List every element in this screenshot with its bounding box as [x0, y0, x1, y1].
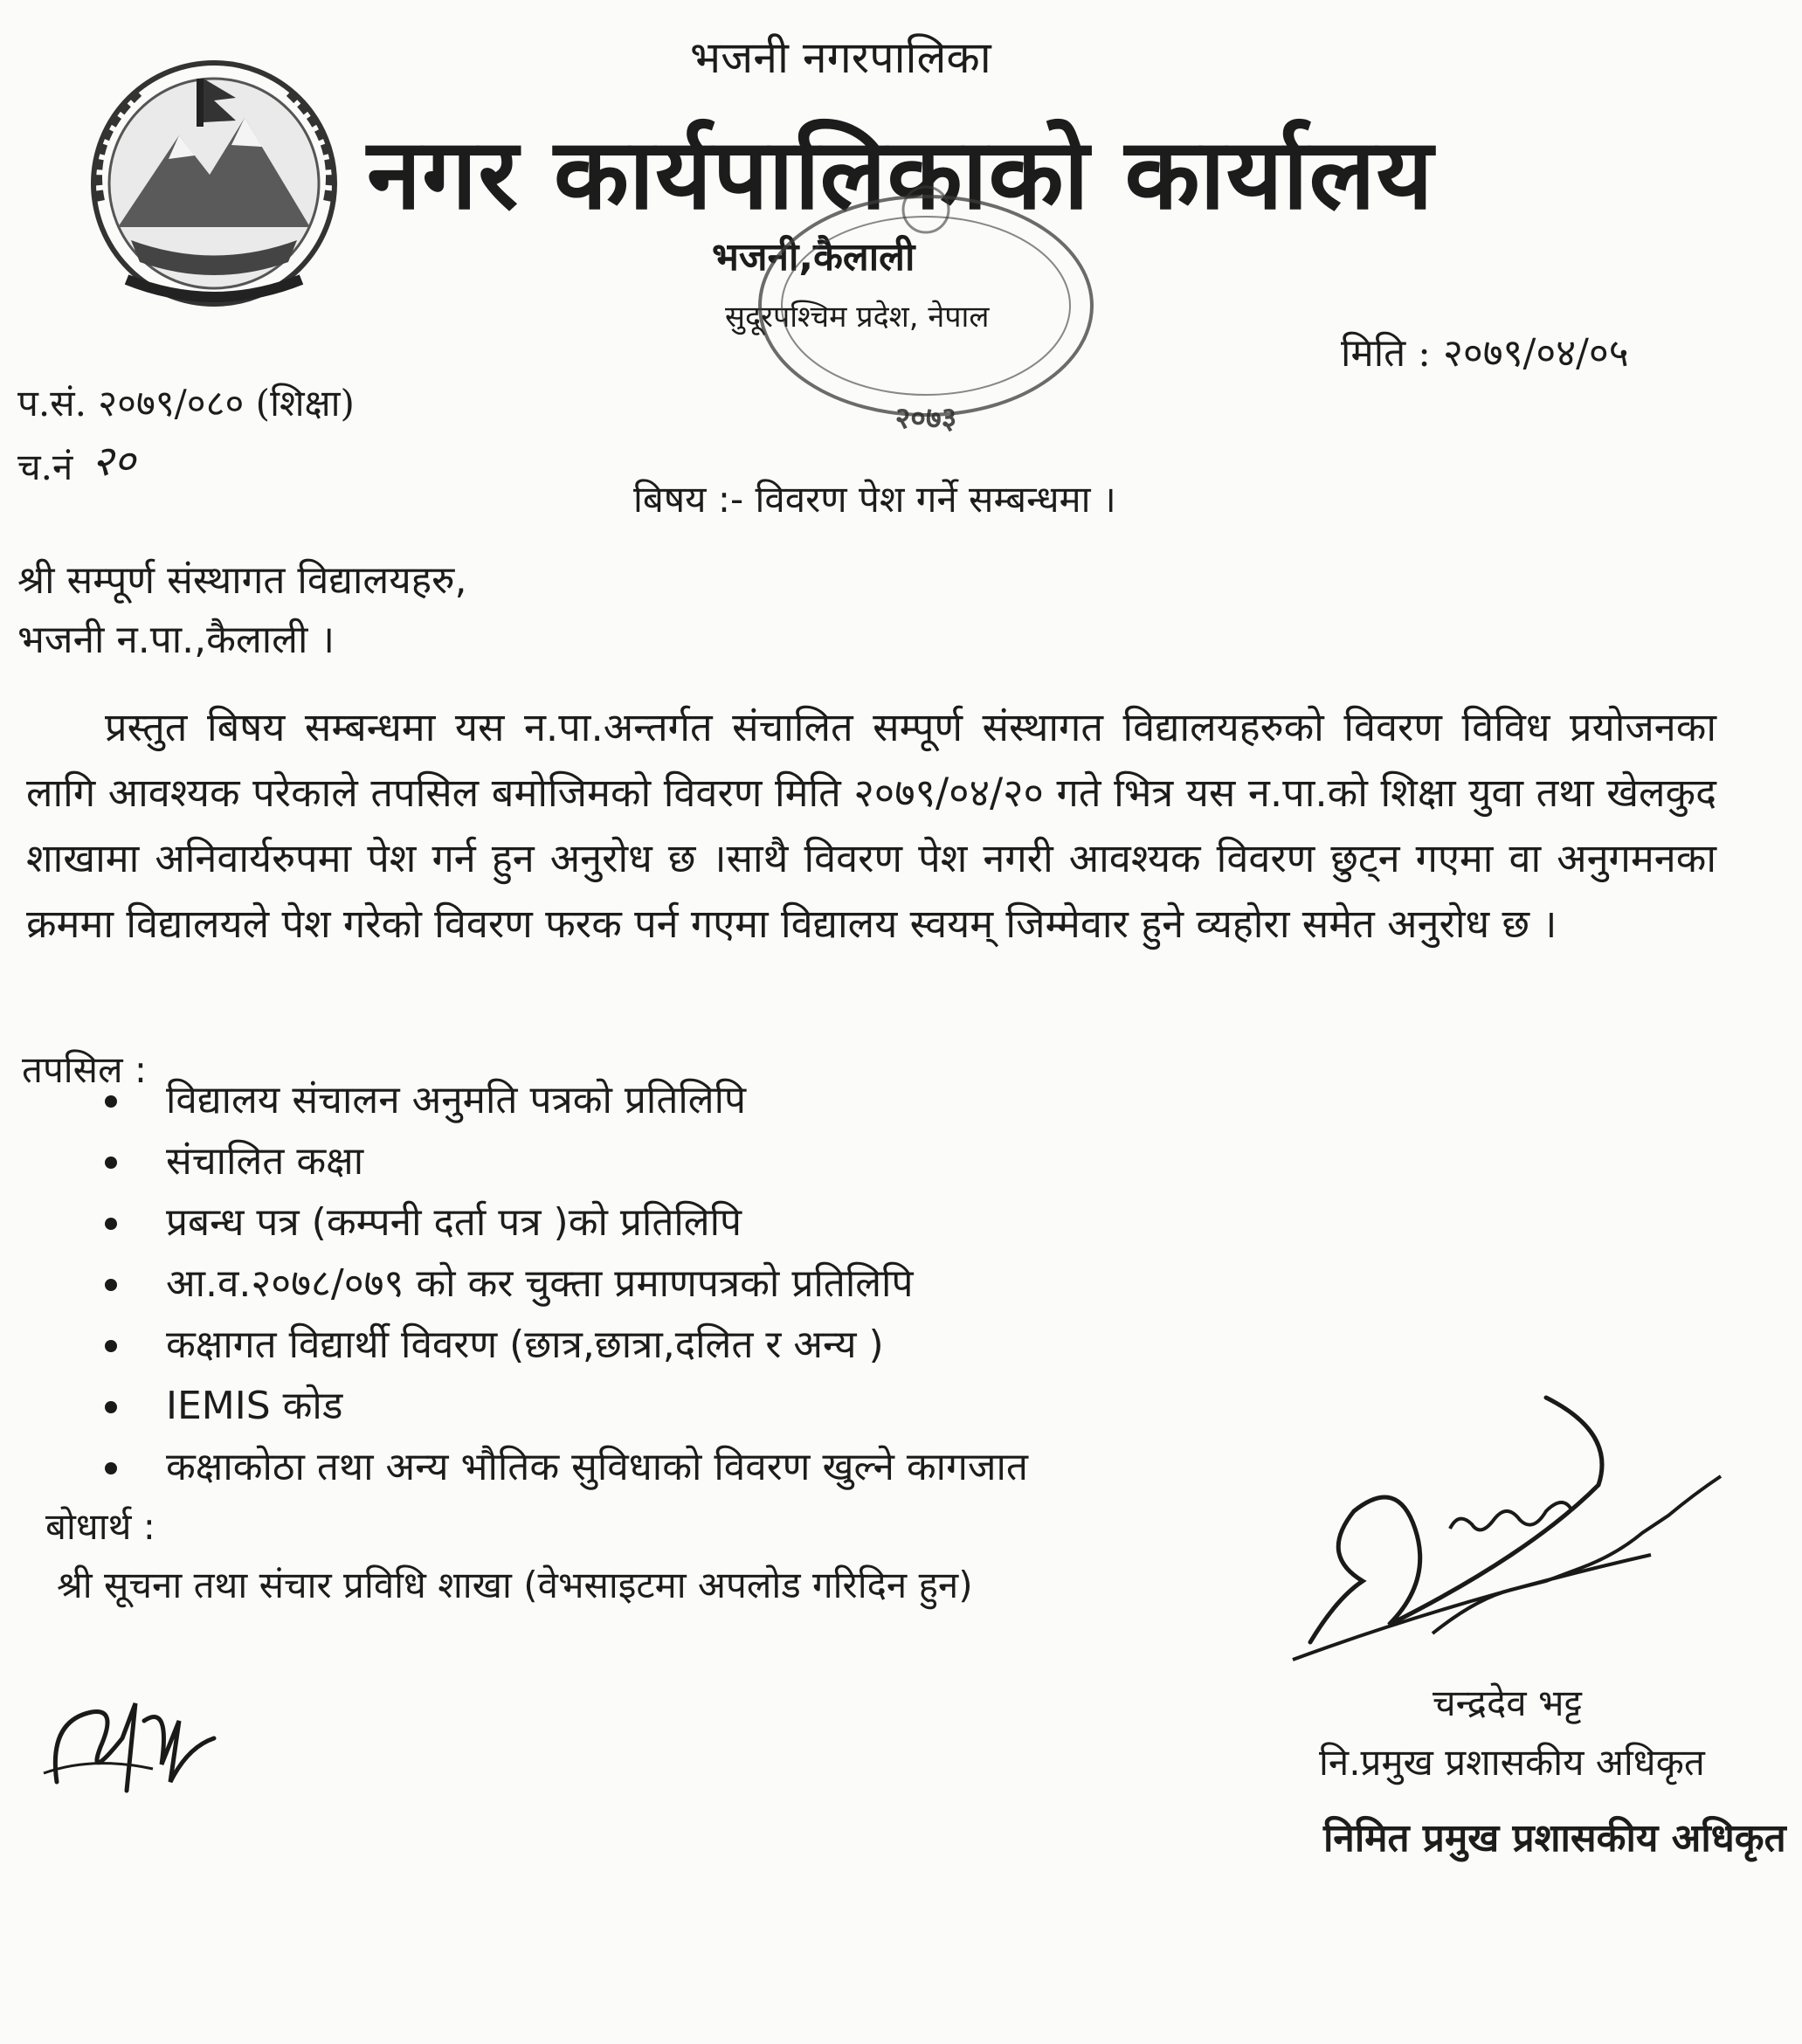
bullet-icon	[105, 1157, 117, 1169]
dispatch-number: २०	[92, 437, 135, 486]
list-item: प्रबन्ध पत्र (कम्पनी दर्ता पत्र )को प्रतिलिपि	[103, 1192, 1326, 1253]
nepal-emblem-icon	[66, 52, 362, 314]
bullet-icon	[105, 1340, 117, 1352]
annex-list	[103, 1070, 1326, 1498]
initials-signature	[39, 1686, 223, 1808]
bullet-icon	[105, 1279, 117, 1291]
reference-number: प.सं. २०७९/०८० (शिक्षा)	[17, 382, 355, 425]
signatory-seal: निमित प्रमुख प्रशासकीय अधिकृत	[1323, 1816, 1786, 1861]
body-paragraph: प्रस्तुत बिषय सम्बन्धमा यस न.पा.अन्तर्गत संचालित सम्पूर्ण संस्थागत विद्यालयहरुको विवरण विविध प्रयोजनका लागि आवश्यक परेकाले तपसिल बमोजिमको विवरण मिति २०७९/०४/२० गते भित्र यस न.पा.को शिक्षा युवा तथा खेलकुद शाखामा अनिवार्यरुपमा पेश गर्न हुन अनुरोध छ ।साथै विवरण पेश नगरी आवश्यक विवरण छुट्न गएमा वा अनुगमनका क्रममा विद्यालयले पेश गरेको विवरण फरक पर्न गएमा विद्यालय स्वयम् जिम्मेवार हुने व्यहोरा समेत अनुरोध छ ।	[26, 704, 1716, 947]
office-province: सुदूरपश्चिम प्रदेश, नेपाल	[725, 300, 990, 335]
list-item: संचालित कक्षा	[103, 1131, 1326, 1192]
bullet-icon	[105, 1218, 117, 1230]
dispatch-label: च.नं	[17, 445, 73, 488]
signatory-name: चन्द्रदेव भट्ट	[1433, 1681, 1583, 1724]
office-stamp	[751, 183, 1101, 445]
signatory-title: नि.प्रमुख प्रशासकीय अधिकृत	[1319, 1741, 1705, 1784]
list-item: आ.व.२०७८/०७९ को कर चुक्ता प्रमाणपत्रको प्रतिलिपि	[103, 1253, 1326, 1315]
office-place: भजनी,कैलाली	[712, 235, 915, 280]
recipient-line-2: भजनी न.पा.,कैलाली ।	[17, 618, 335, 662]
bullet-icon	[105, 1095, 117, 1108]
bullet-icon	[105, 1401, 117, 1413]
office-title: नगर कार्यपालिकाको कार्यालय	[367, 118, 1434, 231]
list-item: IEMIS कोड	[103, 1376, 1326, 1437]
letter-date: मिति : २०७९/०४/०५	[1341, 331, 1629, 376]
list-item: विद्यालय संचालन अनुमति पत्रको प्रतिलिपि	[103, 1070, 1326, 1131]
annex-label: तपसिल :	[22, 1048, 148, 1091]
list-item: कक्षागत विद्यार्थी विवरण (छात्र,छात्रा,दलित र अन्य )	[103, 1315, 1326, 1376]
recipient-line-1: श्री सम्पूर्ण संस्थागत विद्यालयहरु,	[17, 558, 467, 603]
cc-item: श्री सूचना तथा संचार प्रविधि शाखा (वेभसाइटमा अपलोड गरिदिन हुन)	[57, 1564, 973, 1606]
officer-signature	[1284, 1380, 1738, 1677]
stamp-year: २०७३	[894, 401, 957, 436]
subject-line: बिषय :- विवरण पेश गर्ने सम्बन्धमा ।	[633, 478, 1116, 521]
cc-label: बोधार्थ :	[45, 1505, 155, 1548]
bullet-icon	[105, 1462, 117, 1474]
list-item: कक्षाकोठा तथा अन्य भौतिक सुविधाको विवरण खुल्ने कागजात	[103, 1437, 1326, 1498]
municipality-name: भजनी नगरपालिका	[690, 32, 991, 83]
